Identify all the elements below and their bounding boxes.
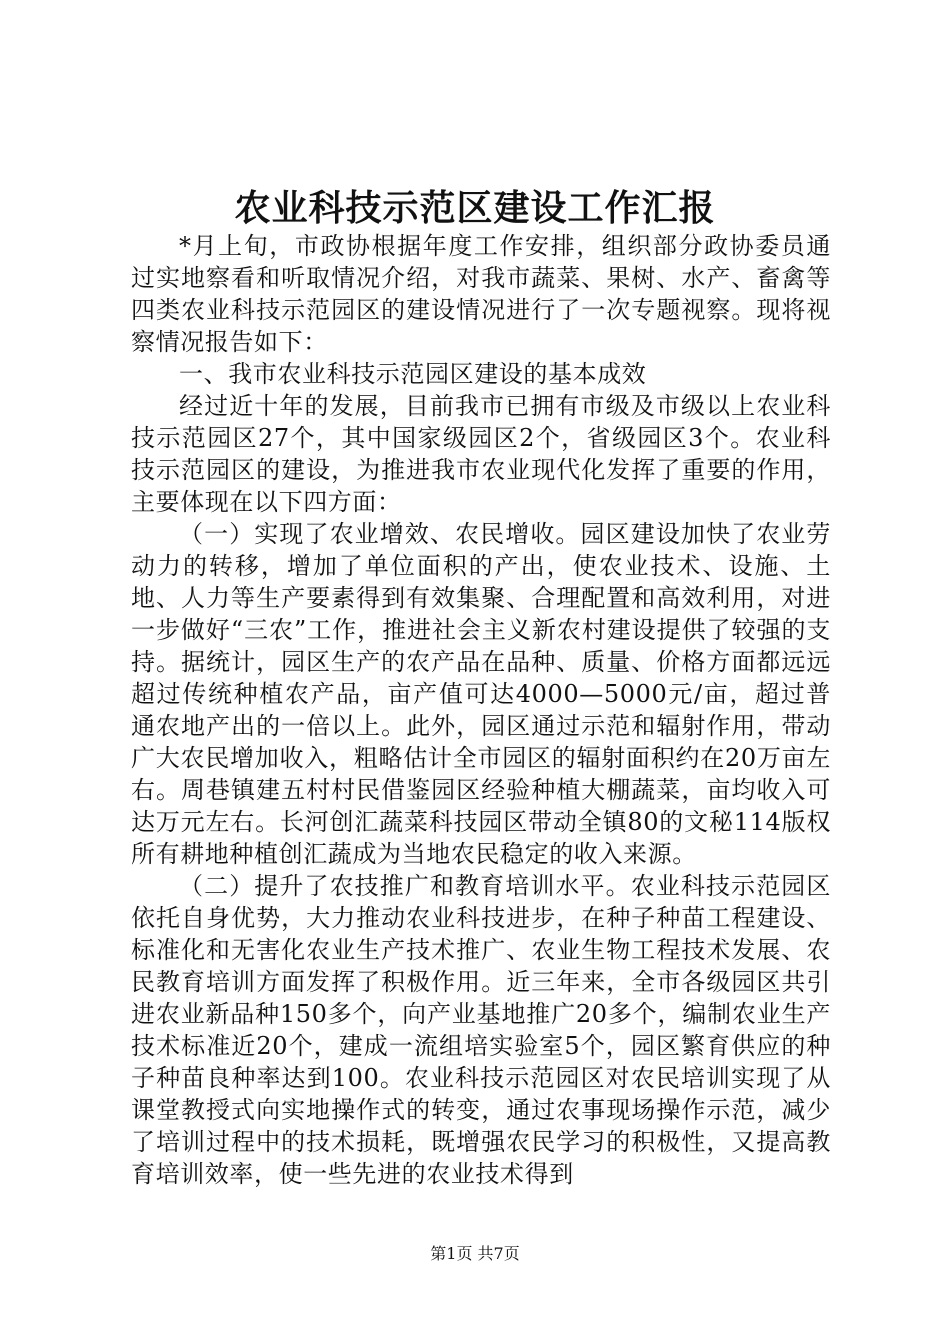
point-one-paragraph: （一）实现了农业增效、农民增收。园区建设加快了农业劳动力的转移，增加了单位面积的产出，使农业技术、设施、土地、人力等生产要素得到有效集聚、合理配置和高效利用，对进一步做好“三农”工作，推进社会主义新农村建设提供了较强的支持。据统计，园区生产的农产品在品种、质量、价格方面都远远超过传统种植农产品，亩产值可达4000—5000元/亩，超过普通农地产出的一倍以上。此外，园区通过示范和辐射作用，带动广大农民增加收入，粗略估计全市园区的辐射面积约在20万亩左右。周巷镇建五村村民借鉴园区经验种植大棚蔬菜，亩均收入可达万元左右。长河创汇蔬菜科技园区带动全镇80的文秘114版权所有耕地种植创汇蔬成为当地农民稳定的收入来源。 (131, 520, 831, 868)
section-heading: 一、我市农业科技示范园区建设的基本成效 (179, 360, 647, 388)
overview-paragraph: 经过近十年的发展，目前我市已拥有市级及市级以上农业科技示范园区27个，其中国家级园区2个，省级园区3个。农业科技示范园区的建设，为推进我市农业现代化发挥了重要的作用，主要体现在以下四方面： (131, 392, 831, 516)
point-two-paragraph: （二）提升了农技推广和教育培训水平。农业科技示范园区依托自身优势，大力推动农业科技进步，在种子种苗工程建设、标准化和无害化农业生产技术推广、农业生物工程技术发展、农民教育培训方面发挥了积极作用。近三年来，全市各级园区共引进农业新品种150多个，向产业基地推广20多个，编制农业生产技术标准近20个，建成一流组培实验室5个，园区繁育供应的种子种苗良种率达到100。农业科技示范园区对农民培训实现了从课堂教授式向实地操作式的转变，通过农事现场操作示范，减少了培训过程中的技术损耗，既增强农民学习的积极性，又提高教育培训效率，使一些先进的农业技术得到 (131, 872, 831, 1188)
page-footer: 第1页 共7页 (430, 1244, 520, 1263)
intro-paragraph: *月上旬，市政协根据年度工作安排，组织部分政协委员通过实地察看和听取情况介绍，对我市蔬菜、果树、水产、畜禽等四类农业科技示范园区的建设情况进行了一次专题视察。现将视察情况报告如下： (131, 232, 831, 356)
document-body (131, 230, 831, 1190)
document-title: 农业科技示范区建设工作汇报 (234, 187, 716, 229)
